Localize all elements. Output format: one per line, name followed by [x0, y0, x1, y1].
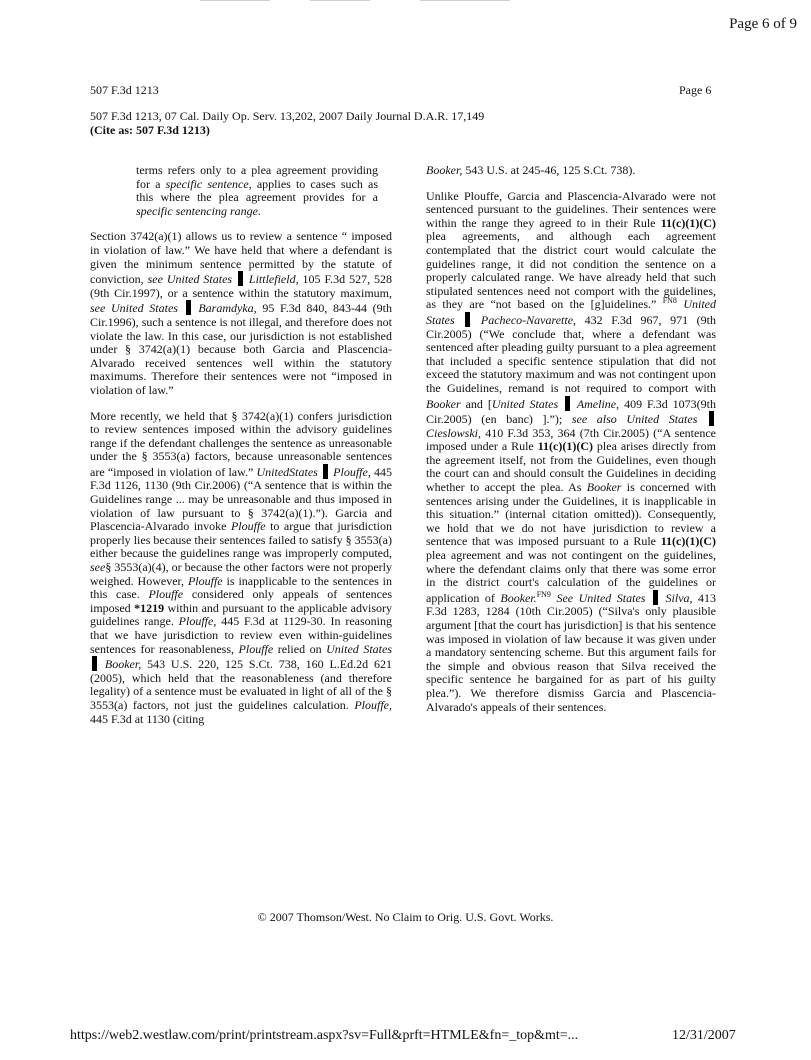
citation-link-silva[interactable]: See United States Silva,	[556, 590, 693, 605]
paragraph-continuation: Booker, 543 U.S. at 245-46, 125 S.Ct. 738).	[426, 163, 636, 177]
citation-link-baramdyka[interactable]: see United States Baramdyka,	[90, 301, 257, 316]
keycite-flag-icon[interactable]	[709, 411, 714, 426]
footnote-link-fn9[interactable]: FN9	[536, 589, 551, 599]
page-indicator: Page 6 of 9	[729, 16, 797, 32]
left-column	[90, 164, 392, 738]
footer-url: https://web2.westlaw.com/print/printstream.aspx?sv=Full&prft=HTMLE&fn=_top&mt=...	[70, 1028, 579, 1043]
header-citation-short: 507 F.3d 1213	[90, 83, 159, 97]
copyright-notice: © 2007 Thomson/West. No Claim to Orig. U.S. Govt. Works.	[257, 910, 554, 924]
block-quote: terms refers only to a plea agreement providing for a specific sentence, applies to cases such as this where the plea agreement provides for a specific sentencing range.	[136, 163, 378, 218]
paragraph-section-3742: Section 3742(a)(1) allows us to review a sentence “ imposed in violation of law.” We have held that where a defendant is given the minimum sentence permitted by the statute of conviction, see United States Littlefield, 105 F.3d 527, 528 (9th Cir.1997), or a sentence within the statutory maximum, see United States Baramdyka, 95 F.3d 840, 843-44 (9th Cir.1996), such a sentence is not illegal, and therefore does not violate the law. In this case, our jurisdiction is not established under § 3742(a)(1) because both Garcia and Plascencia-Alvarado received sentences well within the statutory maximums. Therefore their sentences were not “imposed in violation of law.”	[90, 229, 393, 397]
header-cite-as: (Cite as: 507 F.3d 1213)	[90, 123, 210, 137]
citation-link-cieslowski[interactable]: see also United States Cieslowski,	[426, 412, 716, 440]
paragraph-holding: Unlike Plouffe, Garcia and Plascencia-Alvarado were not sentenced pursuant to the guidelines. Their sentences were within the range they agreed to in their Rule 11(c)(1)(C) plea agreements, and although each agreement contemplated that the district court would calculate the guidelines range, it did not condition the sentence on a properly calculated range. We have already held that such stipulated sentences need not comport with the guidelines, as they are “not based on the [g]uidelines.” $^{FN8}$ United States Pacheco-Navarette, 432 F.3d 967, 971 (9th Cir.2005) (“We conclude that, where a defendant was sentenced after pleading guilty pursuant to a plea agreement that included a specific sentence stipulation that did not exceed the statutory maximum and was not contingent upon the Guidelines, remand is not required to comport with Booker and [United States Ameline, 409 F.3d 1073(9th Cir.2005) (en banc) ].”); see also United States Cieslowski, 410 F.3d 353, 364 (7th Cir.2005) (“A sentence imposed under a Rule 11(c)(1)(C) plea arises directly from the agreement itself, not from the Guidelines, even though the court can and should consult the Guidelines in deciding whether to accept the plea. As Booker is concerned with sentences arising under the Guidelines, it is inapplicable in this situation.” (internal citation omitted)). Consequently, we hold that we do not have jurisdiction to review a sentence that was imposed pursuant to a Rule 11(c)(1)(C) plea agreement and was not contingent on the guidelines, where the defendant claims only that there was some error in the district court's calculation of the guidelines or application of Booker.$^{FN9}$ See United States Silva, 413 F.3d 1283, 1284 (10th Cir.2005) (“Silva's only plausible argument [that the court has jurisdiction] is that his sentence was imposed in violation of law because it was given under a mandatory sentencing scheme. But this argument fails for the simple and obvious reason that Silva received the specific sentence he bargained for as part of his guilty plea.”). We therefore dismiss Garcia and Plascencia-Alvarado's appeals of their sentences.	[426, 188, 717, 714]
keycite-flag-icon[interactable]	[653, 590, 658, 605]
citation-link-littlefield[interactable]: see United States Littlefield,	[147, 272, 299, 287]
citation-link-ameline[interactable]: United States Ameline,	[491, 396, 620, 411]
keycite-flag-icon[interactable]	[323, 464, 328, 479]
right-column	[426, 164, 716, 726]
citation-link-plouffe[interactable]: UnitedStates Plouffe,	[256, 464, 371, 479]
star-page-marker: *1219	[134, 600, 165, 615]
paragraph-plouffe: More recently, we held that § 3742(a)(1) confers jurisdiction to review sentences imposed within the advisory guidelines range if the defendant challenges the sentence as unreasonable under the § 3553(a) factors, because unreasonable sentences are “imposed in violation of law.” UnitedStates Plouffe, 445 F.3d 1126, 1130 (9th Cir.2006) (“A sentence that is within the Guidelines range ... may be unreasonable and thus imposed in violation of law pursuant to § 3742(a)(1).”). Garcia and Plascencia-Alvarado invoke Plouffe to argue that jurisdiction properly lies because their sentences failed to satisfy § 3553(a) either because the guidelines range was improperly computed, see§ 3553(a)(4), or because the other factors were not properly weighed. However, Plouffe is inapplicable to the sentences in this case. Plouffe considered only appeals of sentences imposed *1219 within and pursuant to the applicable advisory guidelines range. Plouffe, 445 F.3d at 1129-30. In reasoning that we have jurisdiction to review even within-guidelines sentences for reasonableness, Plouffe relied on United States Booker, 543 U.S. 220, 125 S.Ct. 738, 160 L.Ed.2d 621 (2005), which held that the reasonableness (and therefore legality) of a sentence must be evaluated in light of all of the § 3553(a) factors, not just the guidelines calculation. Plouffe, 445 F.3d at 1130 (citing	[90, 408, 393, 726]
citation-link-pacheco-navarette[interactable]: United States Pacheco-Navarette,	[426, 297, 716, 327]
header-page-label: Page 6	[679, 83, 712, 97]
header-citation-full: 507 F.3d 1213, 07 Cal. Daily Op. Serv. 13,202, 2007 Daily Journal D.A.R. 17,149	[90, 109, 485, 123]
keycite-flag-icon[interactable]	[465, 312, 470, 327]
citation-link-booker[interactable]: United States Booker,	[90, 642, 392, 672]
footnote-link-fn8[interactable]: FN8	[662, 296, 677, 306]
keycite-flag-icon[interactable]	[92, 656, 97, 671]
footer-date: 12/31/2007	[672, 1028, 736, 1043]
keycite-flag-icon[interactable]	[186, 300, 191, 315]
keycite-flag-icon[interactable]	[238, 271, 243, 286]
top-scan-marks	[200, 0, 520, 2]
keycite-flag-icon[interactable]	[565, 396, 570, 411]
